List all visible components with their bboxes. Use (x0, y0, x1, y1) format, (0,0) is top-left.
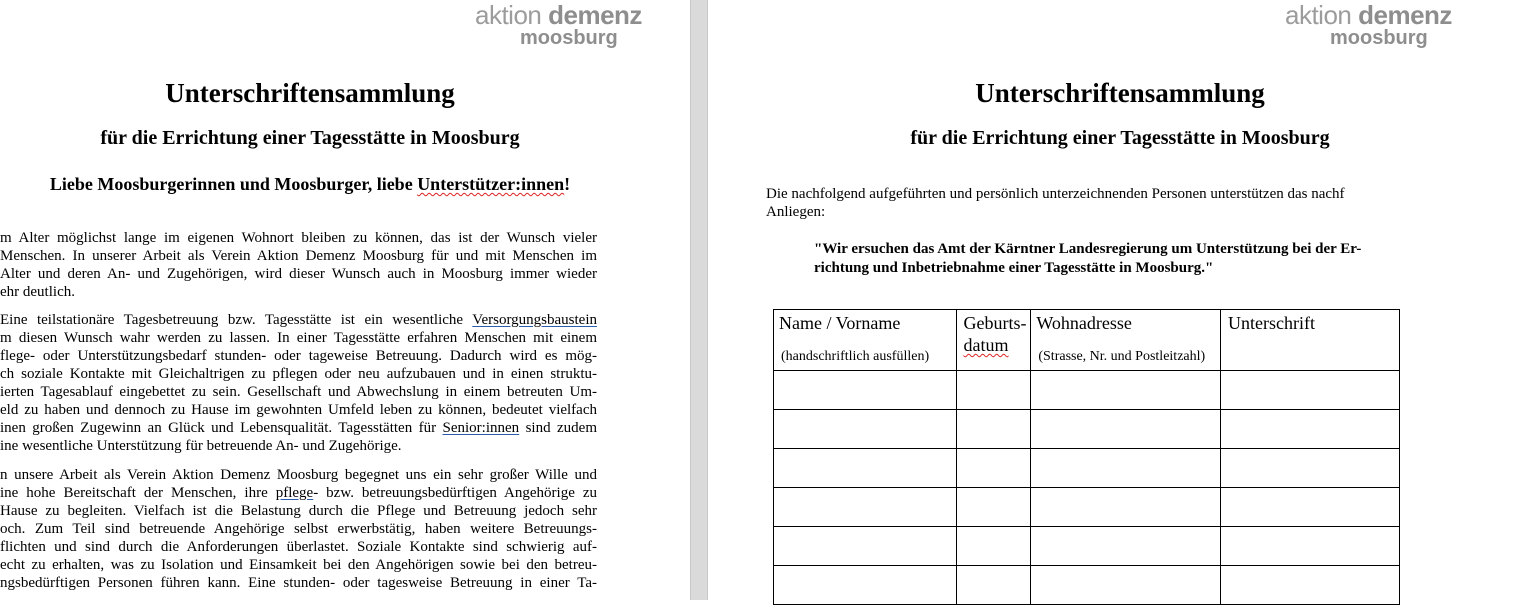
grammar-marked-word[interactable]: Versorgungsbaustein (472, 312, 597, 328)
table-row (774, 449, 1400, 488)
table-cell[interactable] (956, 527, 1031, 566)
petition-quote: "Wir ersuchen das Amt der Kärntner Landesregierung um Unterstützung bei der Er- richtung und Inbetriebnahme einer Tagesstätte in Moosburg." (814, 241, 1362, 276)
table-cell[interactable] (774, 527, 957, 566)
table-cell[interactable] (956, 566, 1031, 605)
table-cell[interactable] (1031, 527, 1221, 566)
table-cell[interactable] (1221, 371, 1400, 410)
table-cell[interactable] (774, 488, 957, 527)
paragraph-3: n unsere Arbeit als Verein Aktion Demenz Moosburg begegnet uns ein sehr großer Wille und ine hohe Bereitschaft der Menschen, ihre pflege- bzw. betreuungsbedürftigen Angehörige zu Hause zu begleiten. Vielfach ist die Belastung durch die Pflege und Betreuung jedoch sehr och. Zum Teil sind betreuende Angehörige selbst erwerbstätig, haben weitere Betreuungs- flichten und sind durch die Anforderungen überlastet. Soziale Kontakte sind schwierig auf- echt zu erhalten, was zu Isolation und Einsamkeit bei den Angehörigen sowie bei den betreu- ngsbedürftigen Personen führen kann. Eine stunden- oder tagesweise Betreuung in einer Ta- (0, 467, 597, 591)
table-cell[interactable] (1031, 488, 1221, 527)
table-cell[interactable] (1031, 449, 1221, 488)
greeting-line: Liebe Moosburgerinnen und Moosburger, liebe Unterstützer:innen! (49, 174, 571, 194)
page-title: Unterschriftensammlung (975, 78, 1265, 108)
table-cell[interactable] (956, 449, 1031, 488)
table-row (774, 410, 1400, 449)
page-subtitle: für die Errichtung einer Tagesstätte in Moosburg (100, 127, 520, 149)
table-row (774, 371, 1400, 410)
table-cell[interactable] (956, 410, 1031, 449)
table-header-row (774, 310, 1400, 371)
paragraph-2: Eine teilstationäre Tagesbetreuung bzw. Tagesstätte ist ein wesentliche Versorgungsbaustein m diesen Wunsch wahr werden zu lassen. In einer Tagesstätte erfahren Menschen mit einem flege- oder Unterstützungsbedarf stunden- oder tageweise Betreuung. Dadurch wird es mög- ch soziale Kontakte mit Gleichaltrigen zu pflegen oder neu aufzubauen und in einen struktu- ierten Tagesablauf eingebettet zu sein. Gesellschaft und Abwechslung in einem betreuten Um- eld zu haben und dennoch zu Hause im gewohnten Umfeld leben zu können, bedeutet vielfach inen großen Zugewinn an Glück und Lebensqualität. Tagesstätten für Senior:innen sind zudem ine wesentliche Unterstützung für betreuende An- und Zugehörige. (0, 312, 597, 454)
table-row (774, 527, 1400, 566)
column-header-address: Wohnadresse (Strasse, Nr. und Postleitzahl) (1031, 310, 1221, 371)
table-cell[interactable] (774, 371, 957, 410)
document-page-right: aktion demenz moosburg Unterschriftensammlung für die Errichtung einer Tagesstätte in Moosburg Die nachfolgend aufgeführten und persönlich unterzeichnenden Personen unterstützen das nachf Anliegen: "Wir ersuchen das Amt der Kärntner Landesregierung um Unterstützung bei der Er- richtung und Inbetriebnahme einer Tagesstätte in Moosburg." Name / Vorname (handschriftlich ausfüllen) Geburts- datum Wohnadresse (Strasse, Nr. und Postleitzahl) Unterschrift (708, 0, 1400, 600)
paragraph-1: m Alter möglichst lange im eigenen Wohnort bleiben zu können, das ist der Wunsch vieler Menschen. In unserer Arbeit als Verein Aktion Demenz Moosburg für und mit Menschen im Alter und deren An- und Zugehörigen, wird dieser Wunsch auch in Moosburg immer wieder ehr deutlich. (0, 230, 597, 300)
table-cell[interactable] (1031, 410, 1221, 449)
table-cell[interactable] (1031, 371, 1221, 410)
table-cell[interactable] (774, 566, 957, 605)
grammar-marked-word[interactable]: pflege (275, 485, 314, 501)
table-row (774, 488, 1400, 527)
table-cell[interactable] (1031, 566, 1221, 605)
table-cell[interactable] (1221, 410, 1400, 449)
table-row (774, 566, 1400, 605)
column-header-name: Name / Vorname (handschriftlich ausfüllen) (774, 310, 957, 371)
document-page-left: aktion demenz moosburg Unterschriftensammlung für die Errichtung einer Tagesstätte in Moosburg Liebe Moosburgerinnen und Moosburger, liebe Unterstützer:innen! m Alter möglichst lange im eigenen Wohnort bleiben zu können, das ist der Wunsch vieler Menschen. In unserer Arbeit als Verein Aktion Demenz Moosburg für und mit Menschen im Alter und deren An- und Zugehörigen, wird dieser Wunsch auch in Moosburg immer wieder ehr deutlich. Eine teilstationäre Tagesbetreuung bzw. Tagesstätte ist ein wesentliche Versorgungsbaustein m diesen Wunsch wahr werden zu lassen. In einer Tagesstätte erfahren Menschen mit einem flege- oder Unterstützungsbedarf stunden- oder tageweise Betreuung. Dadurch wird es mög- ch soziale Kontakte mit Gleichaltrigen zu pflegen oder neu aufzubauen und in einen struktu- ierten Tagesablauf eingebettet zu sein. Gesellschaft und Abwechslung in einem betreuten Um- eld zu haben und dennoch zu Hause im gewohnten Umfeld leben zu können, bedeutet vielfach inen großen Zugewinn an Glück und Lebensqualität. Tagesstätten für Senior:innen sind zudem ine wesentliche Unterstützung für betreuende An- und Zugehörige. n unsere Arbeit als Verein Aktion Demenz Moosburg begegnet uns ein sehr großer Wille und ine hohe Bereitschaft der Menschen, ihre pflege- bzw. betreuungsbedürftigen Angehörige zu Hause zu begleiten. Vielfach ist die Belastung durch die Pflege und Betreuung jedoch sehr och. Zum Teil sind betreuende Angehörige selbst erwerbstätig, haben weitere Betreuungs- flichten und sind durch die Anforderungen überlastet. Soziale Kontakte sind schwierig auf- echt zu erhalten, was zu Isolation und Einsamkeit bei den Angehörigen sowie bei den betreu- ngsbedürftigen Personen führen kann. Eine stunden- oder tagesweise Betreuung in einer Ta- (0, 0, 690, 600)
spellcheck-marked-word[interactable]: datum (963, 335, 1009, 355)
table-cell[interactable] (956, 488, 1031, 527)
table-cell[interactable] (1221, 488, 1400, 527)
column-header-birthdate: Geburts- datum (956, 310, 1031, 371)
page-gutter (690, 0, 708, 600)
intro-text: Die nachfolgend aufgeführten und persönlich unterzeichnenden Personen unterstützen das nachf Anliegen: (766, 186, 1345, 220)
signature-table (773, 309, 1400, 605)
table-cell[interactable] (1221, 566, 1400, 605)
spellcheck-marked-word[interactable]: Unterstützer:innen (417, 174, 565, 194)
table-cell[interactable] (1221, 449, 1400, 488)
page-title: Unterschriftensammlung (165, 78, 455, 108)
page-subtitle: für die Errichtung einer Tagesstätte in Moosburg (910, 127, 1330, 149)
table-cell[interactable] (774, 410, 957, 449)
table-cell[interactable] (774, 449, 957, 488)
grammar-marked-word[interactable]: Senior:innen (442, 420, 520, 436)
table-cell[interactable] (1221, 527, 1400, 566)
table-cell[interactable] (956, 371, 1031, 410)
column-header-signature: Unterschrift (1221, 310, 1400, 371)
